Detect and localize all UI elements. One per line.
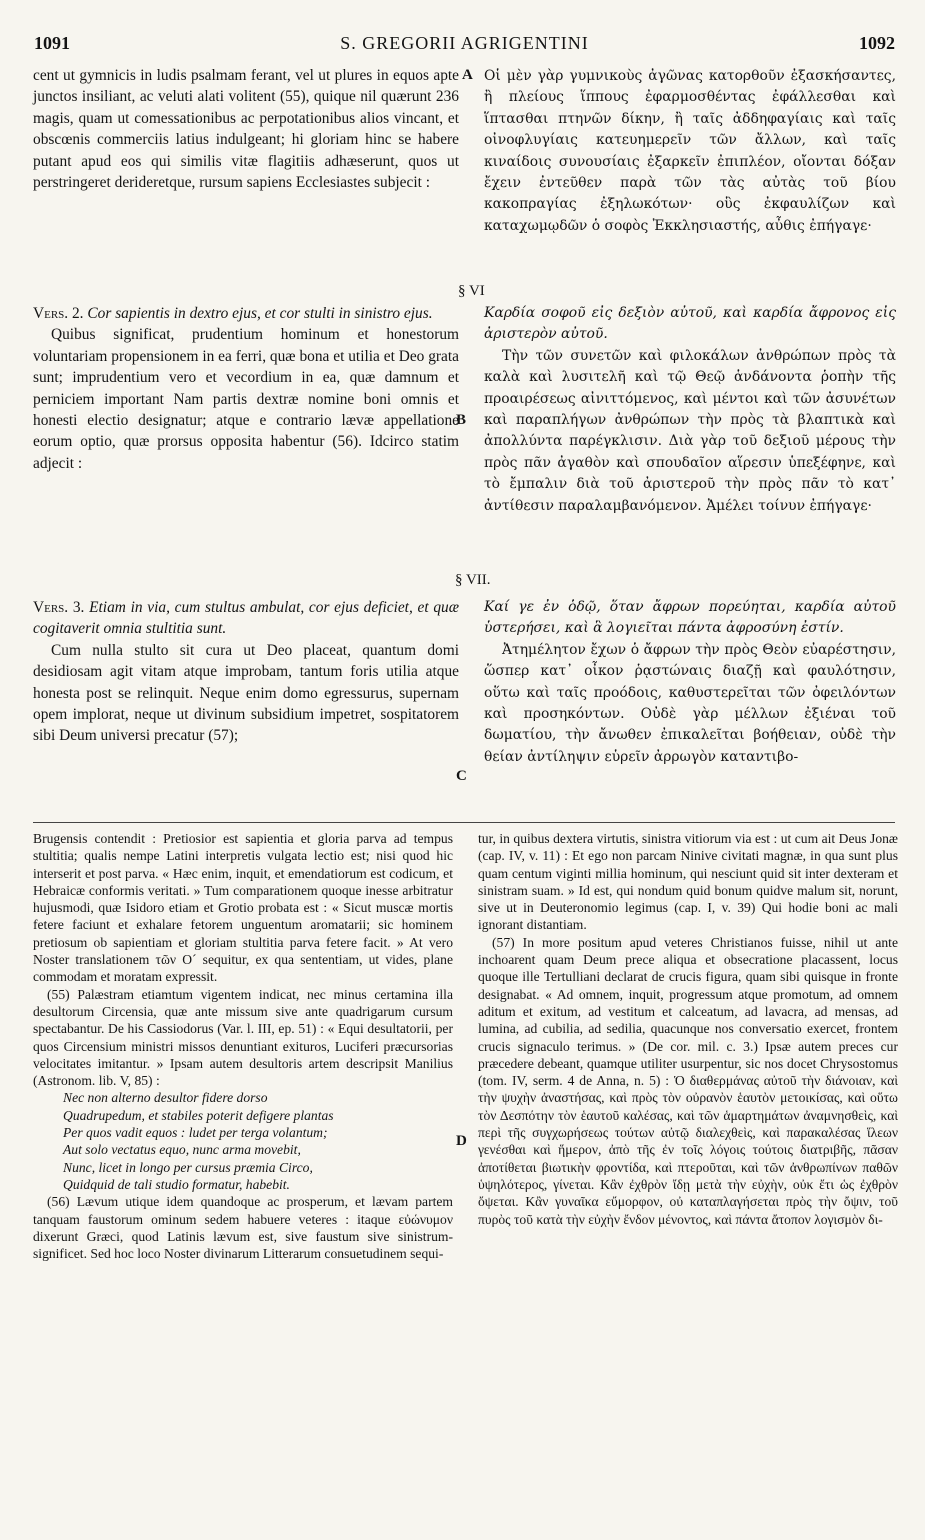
latin-paragraph-1 (33, 65, 459, 193)
footnotes-left (33, 830, 453, 1262)
verse-2-text: Cor sapientis in dextro ejus, et cor stulti in sinistro ejus. (87, 305, 433, 322)
footnote-55: (55) Palæstram etiamtum vigentem indicat, nec minus certamina illa desultorum Circensia, quæ ante missum sive ante quadrigarum cursum spectabantur. De his Cassiodorus (Var. l. III, ep. 51) : « Equi desultatorii, per quos Circensium ministri missos denuntiant exituros, Luciferi præcursorias velocitates imitantur. » Ipsam autem desultoris artem descripsit Manilius (Astronom. lib. V, 85) : (33, 986, 453, 1089)
verse-line: Aut solo vectatus equo, nunc arma movebit, (63, 1142, 301, 1158)
page-number-right: 1092 (859, 33, 895, 53)
greek-text-1: Οἱ μὲν γὰρ γυμνικοὺς ἀγῶνας κατορθοῦν ἐξασκήσαντες, ἢ πλείους ἵππους ἐφαρμοσθέντας ἐφάλλεσθαι καὶ ἵπτασθαι πτηνῶν δίκην, ἢ ταῖς ἀδδηφαγίαις καὶ ταῖς οἰνοφλυγίαις κατευημερεῖν τῶν ἄλλων, καὶ ταῖς κιναίδοις συνουσίαις ἐξαρκεῖν ἐπιπλέον, οἴονται δόξαν ἔχειν ἐντεῦθεν παρὰ τῶν τὰς αὐτὰς τοῦ βίου κακοπραγίας ἐξηλωκότων· οὓς ἐκφαυλίζων καὶ καταχωμῳδῶν ὁ σοφὸς Ἐκκλησιαστής, αὖθις ἐπήγαγε· (484, 68, 896, 234)
manilius-verses (63, 1089, 453, 1193)
latin-text-1: cent ut gymnicis in ludis psalmam ferant, vel ut plures in equos apte junctos insiliant, ac veluti alati volitent (55), quique nil quærunt 236 magis, quam ut comessationibus ac perpotationibus alios vincant, et obscœnis commerciis latius indulgeant; hi gloriam hinc se habere putant apud eos qui similis vitæ flagitiis adhæserunt, quos ut perstringeret derideretque, rursum sapiens Ecclesiastes subjecit : (33, 67, 459, 192)
greek-text-3: Ἀτημέλητον ἔχων ὁ ἄφρων τὴν πρὸς Θεὸν εὐαρέστησιν, ὥσπερ κατ᾽ οἶκον ῥᾳστώναις διαζῇ καὶ φαυλότησιν, οὕτω καὶ ταῖς προόδοις, καθυστερεῖται τῶν ὀφειλόντων καὶ προσηκόντων. Οὐδὲ γὰρ μέλλων ἐξιέναι τοῦ δωματίου, τὴν ἄνωθεν ἐπικαλεῖται βοήθειαν, οὐδὲ τὴν θείαν ἀντίληψιν εὑρεῖν ἀρρωγὸν καταντιβο- (484, 641, 896, 765)
latin-verse-3 (33, 597, 459, 747)
verse-2-label: Vers. 2. (33, 305, 84, 322)
page-header (34, 33, 895, 57)
verse-3-text: Etiam in via, cum stultus ambulat, cor ejus deficiet, et quæ cogitaverit omnia stultitia sunt. (33, 599, 459, 638)
greek-verse-3 (484, 597, 896, 768)
margin-mark-d: D (456, 1133, 467, 1149)
section-vi: § VI (458, 283, 485, 299)
verse-line: Quidquid de tali studio formatur, habebit. (63, 1176, 290, 1192)
latin-verse-2 (33, 303, 459, 474)
verse-line: Nunc, licet in longo per cursus præmia Circo, (63, 1159, 313, 1175)
latin-text-2: Quibus significat, prudentium hominum et honestorum voluntariam propensionem in ea ferri, quæ bona et utilia et Deo grata sunt; imprudentium vero et vecordium in ea, quæ damnum et perniciem important Nam partis dextræ nomine boni omnis et honesti electio designatur; atque e contrario lævæ appellatione eorum optio, quæ prorsus opposita habentur (56). Idcirco statim adjecit : (33, 326, 459, 472)
footnote-57: (57) In more positum apud veteres Christianos fuisse, nihil ut ante inchoarent quam Deum prece aliqua et obsecratione placassent, locus quoque ille Tertulliani declarat de crucis figura, quam sibi quisque in fronte designabat. « Ad omnem, inquit, progressum atque promotum, ad omnem aditum et exitum, ad vestitum et calceatum, ad lavacra, ad mensas, ad lumina, ad cubilia, ad sedilia, quacunque nos conversatio exercet, frontem crucis signaculo terimus. » (De cor. mil. c. 3.) Ipsæ autem preces cur præcedere debeant, quamque utiliter usurpentur, sic nos docet Chrysostomus (tom. IV, serm. 4 de Anna, n. 5) : Ὁ διαθερμάνας αὐτοῦ τὴν διάνοιαν, καὶ τὴν ψυχὴν ἀναστήσας, καὶ πρὸς τὸν οὐρανὸν ἑαυτὸν μετοικίσας, καὶ οὕτω τὸν Δεσπότην τὸν ἑαυτοῦ καλέσας, καὶ τῶν ἁμαρτημάτων ἀναμνησθεὶς, καὶ περὶ τῆς συγχωρήσεως τούτων αὐτῷ διαλεχθεὶς, καὶ παρακαλέσας ἵλεων γενέσθαι καὶ ἥμερον, ἀπὸ τῆς ἐν τοῖς λόγοις τούτοις διατριβῆς, πᾶσαν ἀποτίθεται βιωτικὴν φροντίδα, καὶ πτεροῦται, καὶ τῶν ἀνθρωπίνων παθῶν ὑψηλότερος, γίνεται. Κἂν ἐχθρὸν ἴδῃ μετὰ τὴν εὐχὴν, οὐκ ἔτι ὡς ἐχθρὸν ὄψεται. Κἂν γυναῖκα εὔμορφον, οὐ καταπλαγήσεται πρὸς τὴν ὄψιν, τοῦ πυρὸς τοῦ κατὰ τὴν εὐχὴν ἔνδον μένοντος, καὶ πάντα ἄτοπον λογισμὸν δι- (478, 934, 898, 1227)
section-vii: § VII. (455, 572, 491, 588)
greek-verse-2 (484, 303, 896, 517)
footnotes-right (478, 830, 898, 1228)
verse-line: Per quos vadit equos : ludet per terga volantum; (63, 1125, 328, 1141)
footnote-continuation: Brugensis contendit : Pretiosior est sapientia et gloria parva ad tempus stultitia; qualis nempe Latini interpretis vulgata lectio est; nisi quod hic interserit et post parva. « Hæc enim, inquit, et emendatiorum est codicum, et Hebraicæ conformis veritati. » Tum comparationem quoque inesse arbitratur hujusmodi, quæ Isidoro etiam et Grotio probata est : « Sicut muscæ mortis fetere faciunt et exhalare fetorem unguentum aromatarii; sic hominem pretiosum ob sapientiam et gloriam stultitia parva fetere facit. » At vero Noster translationem τῶν Ο´ sequitur, ex qua sententiam, ut vides, plane commodam et moratam expressit. (33, 831, 453, 985)
page-number-left: 1091 (34, 33, 70, 53)
margin-mark-c: C (456, 768, 467, 784)
greek-verse-2-text: Καρδία σοφοῦ εἰς δεξιὸν αὐτοῦ, καὶ καρδία ἄφρονος εἰς ἀριστερὸν αὐτοῦ. (484, 305, 896, 343)
verse-3-label: Vers. 3. (33, 599, 85, 616)
margin-mark-a: A (462, 67, 473, 83)
greek-verse-3-text: Καί γε ἐν ὁδῷ, ὅταν ἄφρων πορεύηται, καρδία αὐτοῦ ὑστερήσει, καὶ ἃ λογιεῖται πάντα ἀφροσύνη ἐστίν. (484, 599, 896, 637)
footnote-56: (56) Lævum utique idem quandoque ac prosperum, et lævam partem tanquam faustorum ominum sedem habuere veteres : itaque εὐώνυμον dixerunt Græci, quod Latinis lævum est, sive faustum sive sinistrum-significet. Sed hoc loco Noster divinarum Litterarum consuetudinem sequi- (33, 1194, 453, 1262)
footnote-56-continued: tur, in quibus dextera virtutis, sinistra vitiorum via est : ut cum ait Deus Jonæ (cap. IV, v. 11) : Et ego non parcam Ninive civitati magnæ, in qua sunt plus quam centum viginti millia hominum, qui nesciunt quid sit inter dexteram et sinistram suam. » Id est, qui nondum quid bonum quidve malum sit, norunt, sive ut in Deuteronomio legimus (cap. I, v. 39) Qui hodie boni ac mali ignorant distantiam. (478, 831, 898, 933)
verse-line: Quadrupedum, et stabiles poterit defigere plantas (63, 1107, 334, 1123)
margin-mark-b: B (456, 412, 467, 428)
greek-text-2: Τὴν τῶν συνετῶν καὶ φιλοκάλων ἀνθρώπων πρὸς τὰ καλὰ καὶ λυσιτελῆ καὶ τῷ Θεῷ ἁνδάνοντα ῥοπὴν τῆς προαιρέσεως αἰνιττόμενος, καὶ μέντοι καὶ τῶν ἀσυνέτων καὶ παραπλήγων ἀνθρώπων τὴν πρὸς τὰ βλαπτικὰ καὶ ἀπολλύντα παρέγκλισιν. Διὰ γὰρ τοῦ δεξιοῦ μέρους τὴν πρὸς πᾶν ἀγαθὸν καὶ σπουδαῖον αἵρεσιν ὑπεξέφηνε, καὶ τὸ ἔμπαλιν διὰ τοῦ ἀριστεροῦ τὴν πρὸς πᾶν τὸ κατ᾽ ἀντίθεσιν παραλαμβανόμενον. Ἀμέλει τοίνυν ἐπήγαγε· (484, 347, 896, 514)
latin-text-3: Cum nulla stulto sit cura ut Deo placeat, quantum domi desidiosam agit vitam atque improbam, tantum foris utilia atque honesta post se relinquit. Neque enim domo egressurus, supernam opem implorat, neque ut divinum subsidium impetret, sospitatorem sibi Deum universi precatur (57); (33, 641, 459, 745)
notes-divider (33, 822, 895, 823)
greek-paragraph-1 (484, 66, 896, 237)
verse-line: Nec non alterno desultor fidere dorso (63, 1090, 268, 1106)
running-title: S. GREGORII AGRIGENTINI (340, 33, 589, 53)
